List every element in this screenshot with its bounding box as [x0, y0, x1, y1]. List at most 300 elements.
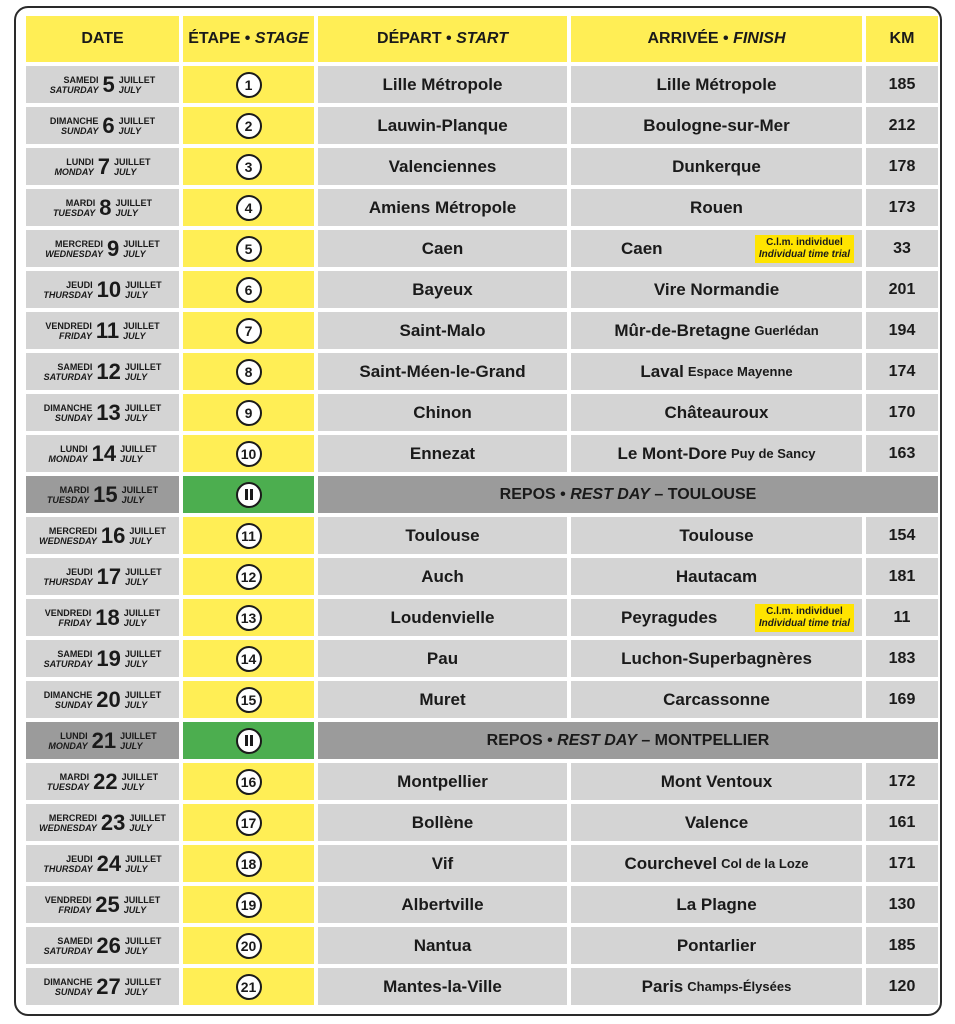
finish-name: Vire Normandie: [653, 279, 780, 299]
finish-city: [571, 394, 862, 431]
month-names: [125, 567, 162, 587]
month-fr: JUILLET: [120, 443, 157, 454]
stage-cell-rest: [183, 476, 314, 513]
distance-km: [866, 681, 938, 718]
finish-city: [571, 312, 862, 349]
distance-km: [866, 640, 938, 677]
stage-cell: [183, 599, 314, 636]
day-names: [44, 649, 93, 669]
finish-name: Carcassonne: [663, 689, 770, 709]
stage-cell: [183, 845, 314, 882]
finish-name: Laval: [640, 361, 684, 381]
km-value: 181: [888, 567, 916, 585]
finish-name: Caen: [621, 238, 663, 258]
rest-place: MONTPELLIER: [654, 731, 770, 749]
stage-cell: [183, 640, 314, 677]
rest-day-banner: [318, 722, 938, 759]
rest-fr: REPOS: [499, 485, 556, 503]
day-names: [44, 362, 93, 382]
badge-en: Individual time trial: [758, 618, 850, 629]
month-names: [122, 772, 159, 792]
month-fr: JUILLET: [123, 238, 160, 249]
pause-icon: [236, 482, 262, 508]
distance-km: [866, 927, 938, 964]
date-cell: [26, 66, 179, 103]
month-en: JULY: [123, 904, 147, 915]
day-number: 26: [96, 932, 121, 958]
finish-name: Valence: [684, 812, 749, 832]
start-city: [318, 968, 567, 1005]
start-city: [318, 230, 567, 267]
finish-name: Rouen: [690, 197, 743, 217]
day-fr: VENDREDI: [45, 320, 92, 331]
finish-city: [571, 886, 862, 923]
date-cell: [26, 107, 179, 144]
day-names: [47, 772, 89, 792]
stage-cell: [183, 804, 314, 841]
month-en: JULY: [114, 166, 137, 177]
start-city: [318, 189, 567, 226]
date-cell: [26, 845, 179, 882]
date-cell: [26, 394, 179, 431]
stage-number: 5: [236, 236, 262, 262]
day-names: [44, 936, 93, 956]
date-cell: [26, 353, 179, 390]
day-en: MONDAY: [48, 453, 88, 464]
month-names: [125, 977, 162, 997]
day-en: SATURDAY: [43, 945, 93, 956]
km-value: 183: [888, 649, 916, 667]
km-value: 11: [893, 608, 911, 626]
distance-km: [866, 394, 938, 431]
stage-number: 11: [236, 523, 262, 549]
month-en: JULY: [123, 330, 146, 341]
km-value: 169: [888, 690, 916, 708]
month-fr: JUILLET: [118, 115, 156, 126]
month-names: [125, 649, 162, 669]
start-city: [318, 517, 567, 554]
stage-cell: [183, 353, 314, 390]
badge-fr: C.l.m. individuel: [766, 237, 843, 248]
stage-cell: [183, 107, 314, 144]
day-names: [53, 198, 95, 218]
km-value: 171: [888, 854, 916, 872]
distance-km: [866, 968, 938, 1005]
day-number: 10: [96, 276, 122, 302]
month-fr: JUILLET: [125, 566, 162, 577]
start-city: [318, 804, 567, 841]
day-number: 13: [96, 399, 121, 425]
day-en: THURSDAY: [43, 576, 93, 587]
date-cell: [26, 763, 179, 800]
stage-number: 15: [236, 687, 262, 713]
stage-cell: [183, 435, 314, 472]
day-en: SUNDAY: [54, 699, 93, 710]
rest-en: REST DAY: [570, 485, 650, 503]
month-names: [120, 444, 157, 464]
finish-city: [571, 517, 862, 554]
month-fr: JUILLET: [124, 935, 162, 946]
day-names: [54, 157, 93, 177]
km-value: 33: [893, 239, 911, 257]
day-fr: SAMEDI: [57, 648, 93, 659]
finish-city: [571, 189, 862, 226]
stage-cell: [183, 763, 314, 800]
stage-cell: [183, 189, 314, 226]
month-fr: JUILLET: [123, 607, 161, 618]
stage-cell: [183, 271, 314, 308]
stage-table: [26, 16, 936, 1005]
start-name: Nantua: [413, 935, 472, 955]
finish-city: [571, 804, 862, 841]
month-fr: JUILLET: [124, 689, 162, 700]
finish-city: [571, 968, 862, 1005]
date-cell: [26, 886, 179, 923]
day-number: 17: [96, 563, 122, 589]
start-city: [318, 107, 567, 144]
day-number: 12: [96, 358, 121, 384]
day-en: WEDNESDAY: [45, 248, 104, 259]
month-names: [125, 690, 162, 710]
date-cell: [26, 927, 179, 964]
start-name: Lille Métropole: [382, 74, 503, 94]
date-cell: [26, 968, 179, 1005]
start-city: [318, 845, 567, 882]
month-en: JULY: [125, 289, 148, 300]
month-en: JULY: [124, 658, 148, 669]
day-fr: DIMANCHE: [43, 689, 93, 700]
finish-city: [571, 927, 862, 964]
start-name: Muret: [419, 689, 466, 709]
stage-number: 20: [236, 933, 262, 959]
distance-km: [866, 189, 938, 226]
day-en: THURSDAY: [43, 863, 93, 874]
rest-en: REST DAY: [557, 731, 637, 749]
pause-icon: [236, 728, 262, 754]
month-fr: JUILLET: [124, 976, 162, 987]
day-names: [43, 854, 92, 874]
distance-km: [866, 558, 938, 595]
month-en: JULY: [124, 945, 148, 956]
day-number: 15: [93, 481, 118, 507]
day-number: 24: [96, 850, 122, 876]
date-cell: [26, 804, 179, 841]
start-city: [318, 66, 567, 103]
stage-cell: [183, 312, 314, 349]
day-fr: LUNDI: [60, 443, 88, 454]
month-en: JULY: [124, 412, 148, 423]
day-en: SUNDAY: [54, 986, 93, 997]
start-name: Chinon: [413, 402, 472, 422]
badge-en: Individual time trial: [758, 249, 850, 260]
month-names: [122, 485, 159, 505]
distance-km: [866, 763, 938, 800]
day-number: 11: [95, 317, 120, 343]
start-city: [318, 312, 567, 349]
finish-name: Peyragudes: [621, 607, 718, 627]
month-names: [123, 239, 160, 259]
day-fr: VENDREDI: [44, 894, 92, 905]
distance-km: [866, 435, 938, 472]
distance-km: [866, 107, 938, 144]
finish-name: Pontarlier: [676, 935, 757, 955]
month-fr: JUILLET: [129, 525, 166, 536]
stage-cell: [183, 517, 314, 554]
day-en: TUESDAY: [46, 781, 90, 792]
finish-name: La Plagne: [676, 894, 757, 914]
start-city: [318, 353, 567, 390]
day-number: 25: [95, 891, 120, 917]
date-cell: [26, 517, 179, 554]
stage-number: 1: [236, 72, 262, 98]
day-fr: SAMEDI: [63, 74, 99, 85]
day-en: SATURDAY: [43, 658, 93, 669]
month-names: [123, 321, 160, 341]
month-fr: JUILLET: [125, 853, 162, 864]
finish-city: [571, 599, 862, 636]
day-fr: MARDI: [59, 484, 90, 495]
km-value: 163: [888, 444, 916, 462]
finish-name: Le Mont-Dore: [617, 443, 727, 463]
month-names: [119, 116, 156, 136]
distance-km: [866, 845, 938, 882]
day-names: [45, 321, 92, 341]
finish-name: Toulouse: [679, 525, 754, 545]
distance-km: [866, 312, 938, 349]
finish-city: [571, 845, 862, 882]
finish-city: [571, 763, 862, 800]
day-fr: MERCREDI: [55, 238, 104, 249]
finish-city: [571, 558, 862, 595]
day-number: 23: [100, 809, 126, 835]
km-value: 130: [888, 895, 916, 913]
distance-km: [866, 804, 938, 841]
month-names: [125, 403, 162, 423]
day-number: 6: [102, 112, 115, 138]
day-names: [50, 116, 99, 136]
start-name: Vif: [431, 853, 454, 873]
rest-day-banner: [318, 476, 938, 513]
finish-city: [571, 230, 862, 267]
day-names: [48, 731, 87, 751]
month-en: JULY: [115, 207, 138, 218]
finish-city: [571, 435, 862, 472]
finish-city: [571, 640, 862, 677]
start-city: [318, 599, 567, 636]
stage-number: 18: [236, 851, 262, 877]
start-name: Valenciennes: [388, 156, 497, 176]
distance-km: [866, 599, 938, 636]
finish-subname: Puy de Sancy: [731, 446, 816, 461]
month-fr: JUILLET: [121, 484, 159, 495]
day-en: FRIDAY: [58, 904, 92, 915]
day-en: TUESDAY: [46, 494, 90, 505]
finish-name: Lille Métropole: [656, 74, 777, 94]
km-value: 161: [888, 813, 916, 831]
day-fr: LUNDI: [66, 156, 94, 167]
start-name: Saint-Malo: [399, 320, 486, 340]
day-number: 22: [93, 768, 118, 794]
day-en: FRIDAY: [59, 330, 92, 341]
day-en: SATURDAY: [43, 371, 93, 382]
km-value: 170: [888, 403, 916, 421]
distance-km: [866, 886, 938, 923]
day-names: [39, 813, 97, 833]
month-en: JULY: [121, 494, 144, 505]
day-fr: SAMEDI: [57, 361, 93, 372]
km-value: 173: [888, 198, 916, 216]
date-cell: [26, 271, 179, 308]
finish-name: Luchon-Superbagnères: [621, 648, 812, 668]
day-names: [44, 403, 93, 423]
month-en: JULY: [118, 125, 141, 136]
day-names: [45, 239, 103, 259]
day-number: 27: [96, 973, 121, 999]
month-fr: JUILLET: [124, 402, 162, 413]
day-en: MONDAY: [48, 740, 88, 751]
month-fr: JUILLET: [121, 771, 159, 782]
finish-subname: Champs-Élysées: [687, 979, 792, 994]
month-en: JULY: [125, 863, 148, 874]
stage-cell: [183, 886, 314, 923]
finish-name: Courchevel: [624, 853, 718, 873]
month-fr: JUILLET: [124, 648, 162, 659]
month-en: JULY: [124, 986, 148, 997]
month-en: JULY: [129, 535, 152, 546]
day-number: 5: [102, 71, 115, 97]
date-cell: [26, 312, 179, 349]
date-cell: [26, 435, 179, 472]
stage-number: 8: [236, 359, 262, 385]
finish-city: [571, 353, 862, 390]
start-name: Auch: [421, 566, 464, 586]
km-value: 178: [888, 157, 916, 175]
day-number: 7: [97, 153, 111, 179]
date-cell: [26, 148, 179, 185]
day-en: FRIDAY: [58, 617, 92, 628]
rest-dash: –: [636, 731, 655, 749]
stage-cell-rest: [183, 722, 314, 759]
day-fr: MARDI: [59, 771, 90, 782]
finish-city: [571, 271, 862, 308]
month-en: JULY: [120, 740, 143, 751]
stage-number: 10: [236, 441, 262, 467]
start-name: Toulouse: [405, 525, 480, 545]
start-name: Saint-Méen-le-Grand: [359, 361, 526, 381]
month-names: [125, 362, 162, 382]
day-fr: MARDI: [65, 197, 96, 208]
day-en: TUESDAY: [52, 207, 96, 218]
header-stage: ÉTAPE • STAGE: [183, 16, 314, 62]
start-name: Caen: [421, 238, 464, 258]
start-city: [318, 681, 567, 718]
month-en: JULY: [124, 371, 148, 382]
header-date: DATE: [26, 16, 179, 62]
stage-number: 4: [236, 195, 262, 221]
day-names: [44, 690, 93, 710]
date-cell: [26, 640, 179, 677]
day-number: 16: [100, 522, 126, 548]
header-finish: ARRIVÉE • FINISH: [571, 16, 862, 62]
month-fr: JUILLET: [123, 894, 161, 905]
distance-km: [866, 230, 938, 267]
distance-km: [866, 66, 938, 103]
stage-cell: [183, 968, 314, 1005]
distance-km: [866, 271, 938, 308]
day-names: [45, 608, 92, 628]
day-names: [47, 485, 89, 505]
rest-dash: –: [649, 485, 668, 503]
stage-cell: [183, 681, 314, 718]
km-value: 172: [888, 772, 916, 790]
day-fr: DIMANCHE: [43, 976, 93, 987]
month-names: [125, 854, 162, 874]
stage-number: 16: [236, 769, 262, 795]
month-en: JULY: [121, 781, 144, 792]
day-en: WEDNESDAY: [39, 822, 97, 833]
date-cell: [26, 476, 179, 513]
stage-number: 7: [236, 318, 262, 344]
start-name: Amiens Métropole: [368, 197, 517, 217]
day-fr: DIMANCHE: [49, 115, 99, 126]
day-number: 21: [91, 727, 117, 753]
rest-sep: •: [555, 485, 571, 503]
stage-number: 14: [236, 646, 262, 672]
month-names: [124, 895, 161, 915]
finish-subname: Guerlédan: [754, 323, 819, 338]
start-name: Bayeux: [412, 279, 473, 299]
finish-name: Paris: [641, 976, 684, 996]
start-name: Mantes-la-Ville: [383, 976, 502, 996]
day-en: SUNDAY: [61, 125, 99, 136]
start-name: Bollène: [411, 812, 474, 832]
day-number: 14: [91, 440, 117, 466]
km-value: 185: [888, 75, 916, 93]
rest-place: TOULOUSE: [667, 485, 757, 503]
day-fr: SAMEDI: [57, 935, 93, 946]
day-fr: MERCREDI: [48, 812, 97, 823]
month-fr: JUILLET: [114, 156, 151, 167]
date-cell: [26, 558, 179, 595]
stage-number: 2: [236, 113, 262, 139]
date-cell: [26, 230, 179, 267]
month-en: JULY: [123, 617, 147, 628]
month-fr: JUILLET: [115, 197, 153, 208]
stage-cell: [183, 394, 314, 431]
time-trial-badge: [755, 604, 854, 632]
start-city: [318, 148, 567, 185]
finish-name: Châteauroux: [664, 402, 769, 422]
month-names: [129, 813, 166, 833]
day-number: 9: [107, 235, 120, 261]
day-en: SUNDAY: [54, 412, 93, 423]
distance-km: [866, 353, 938, 390]
header-start: DÉPART • START: [318, 16, 567, 62]
date-cell: [26, 681, 179, 718]
stage-number: 21: [236, 974, 262, 1000]
start-name: Pau: [426, 648, 459, 668]
stage-cell: [183, 927, 314, 964]
start-name: Ennezat: [409, 443, 476, 463]
month-names: [119, 75, 156, 95]
day-en: WEDNESDAY: [39, 535, 97, 546]
stage-cell: [183, 66, 314, 103]
day-fr: VENDREDI: [44, 607, 92, 618]
stage-number: 17: [236, 810, 262, 836]
stage-number: 9: [236, 400, 262, 426]
start-city: [318, 435, 567, 472]
day-number: 8: [99, 194, 112, 220]
